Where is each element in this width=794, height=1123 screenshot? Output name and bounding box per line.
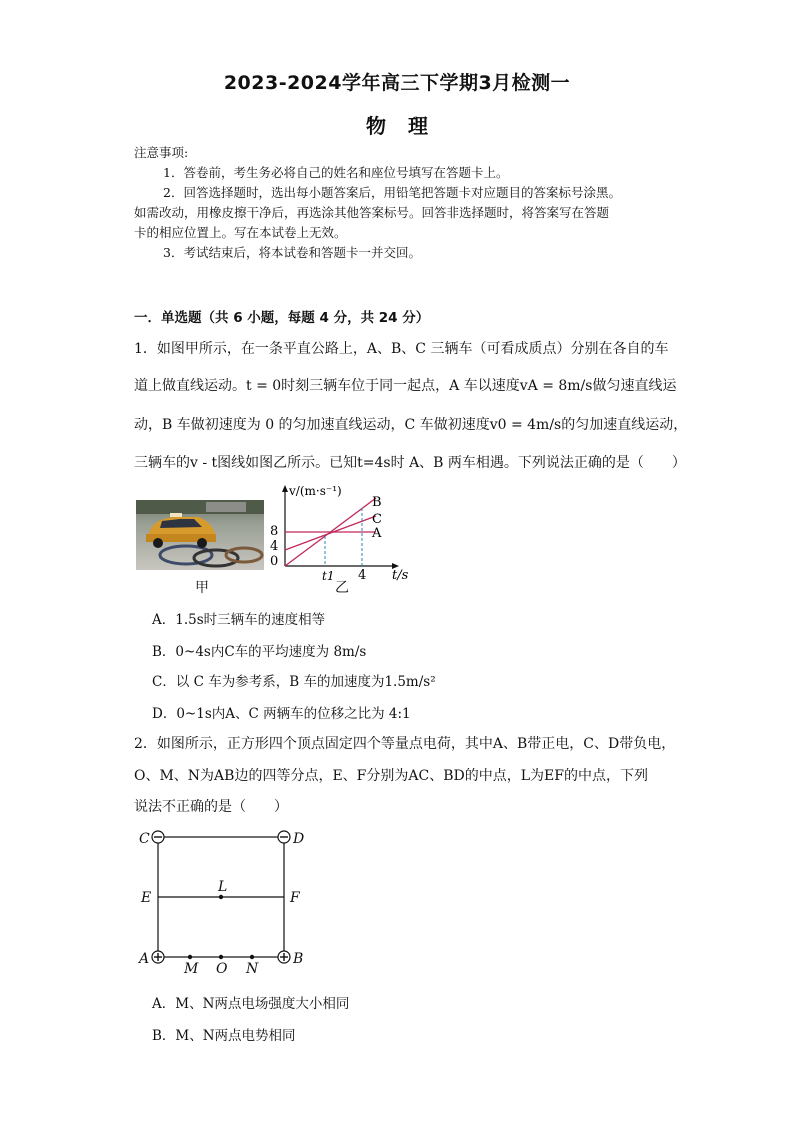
label-f: F	[290, 890, 300, 906]
y-tick-8: 8	[270, 524, 279, 539]
label-m: M	[184, 961, 199, 977]
label-d: D	[293, 831, 305, 847]
label-B: B	[372, 495, 382, 510]
q1-option-d: D．0~1s内A、C 两辆车的位移之比为 4:1	[152, 706, 411, 722]
q1-option-a: A．1.5s时三辆车的速度相等	[152, 612, 326, 628]
y-tick-0: 0	[270, 554, 279, 569]
car-photo	[136, 500, 264, 570]
notice-item-2-cont: 如需改动，用橡皮擦干净后，再选涂其他答案标号。回答非选择题时，将答案写在答题	[134, 205, 610, 220]
label-o: O	[216, 961, 228, 977]
point-n	[250, 955, 254, 959]
label-n: N	[246, 961, 259, 977]
q2-line-3: 说法不正确的是（ ）	[134, 799, 288, 815]
notice-item-1: 1．答卷前，考生务必将自己的姓名和座位号填写在答题卡上。	[163, 165, 509, 180]
q2-line-2: O、M、N为AB边的四等分点，E、F分别为AC、BD的中点，L为EF的中点，下列	[134, 768, 648, 784]
charge-square-diagram	[130, 825, 320, 980]
subject-title: 物理	[366, 114, 450, 138]
label-b: B	[293, 951, 304, 967]
caption-jia: 甲	[195, 580, 209, 596]
q2-line-1: 2．如图所示，正方形四个顶点固定四个等量点电荷，其中A、B带正电，C、D带负电，	[134, 736, 676, 752]
exam-title: 2023-2024学年高三下学期3月检测一	[223, 72, 571, 94]
notice-heading: 注意事项:	[134, 145, 189, 160]
vt-graph	[266, 480, 416, 582]
y-tick-4: 4	[270, 539, 279, 554]
x-tick-t1: t1	[322, 569, 335, 582]
x-axis-label: t/s	[392, 568, 409, 582]
point-m	[188, 955, 192, 959]
q1-line-3: 动，B 车做初速度为 0 的匀加速直线运动，C 车做初速度v0 = 4m/s的匀加速直线运动，	[134, 417, 688, 433]
q1-line-4: 三辆车的v - t图线如图乙所示。已知t=4s时 A、B 两车相遇。下列说法正确的是（ ）	[134, 455, 686, 471]
label-a: A	[139, 951, 150, 967]
point-l	[219, 895, 223, 899]
q1-option-c: C．以 C 车为参考系，B 车的加速度为1.5m/s²	[152, 674, 436, 690]
q2-option-b: B．M、N两点电势相同	[152, 1028, 296, 1044]
point-o	[219, 955, 223, 959]
q2-option-a: A．M、N两点电场强度大小相同	[152, 996, 350, 1012]
q1-line-1: 1．如图甲所示，在一条平直公路上，A、B、C 三辆车（可看成质点）分别在各自的车	[134, 341, 669, 357]
label-c: C	[139, 831, 150, 847]
x-tick-4: 4	[358, 568, 367, 582]
section-heading: 一．单选题（共 6 小题，每题 4 分，共 24 分）	[134, 310, 430, 326]
y-axis-label: v/(m·s⁻¹)	[289, 484, 342, 498]
notice-item-3: 3．考试结束后，将本试卷和答题卡一并交回。	[163, 245, 421, 260]
label-A: A	[372, 526, 382, 541]
q1-option-b: B．0~4s内C车的平均速度为 8m/s	[152, 644, 367, 660]
notice-item-2-cont2: 卡的相应位置上。写在本试卷上无效。	[134, 225, 347, 240]
notice-item-2: 2．回答选择题时，选出每小题答案后，用铅笔把答题卡对应题目的答案标号涂黑。	[163, 185, 621, 200]
label-e: E	[141, 890, 152, 906]
label-l: L	[218, 879, 228, 895]
q1-line-2: 道上做直线运动。t = 0时刻三辆车位于同一起点，A 车以速度vA = 8m/s做匀速直线运	[134, 378, 677, 394]
label-C: C	[372, 512, 382, 527]
caption-yi: 乙	[335, 580, 349, 596]
